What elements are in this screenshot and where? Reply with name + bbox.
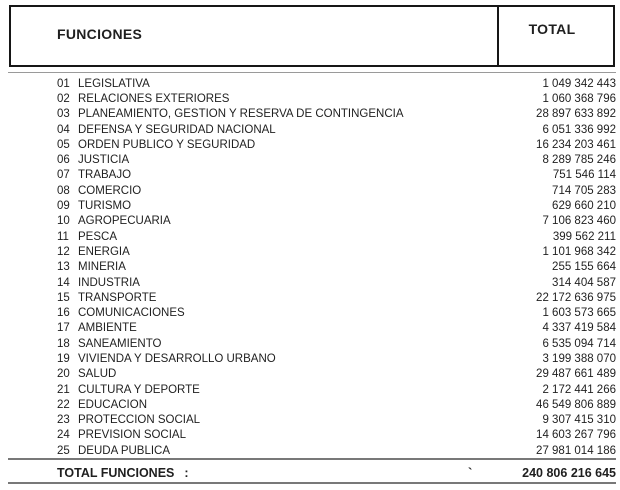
funciones-header-cell xyxy=(11,7,497,65)
function-label: PREVISION SOCIAL xyxy=(78,429,187,442)
function-amount: 3 199 388 070 xyxy=(542,352,616,365)
tick-mark: ` xyxy=(468,465,473,480)
function-code: 03 xyxy=(57,108,70,121)
function-code: 12 xyxy=(57,245,70,258)
function-code: 19 xyxy=(57,352,70,365)
function-label: INDUSTRIA xyxy=(78,276,140,289)
function-code: 21 xyxy=(57,383,70,396)
function-label: MINERIA xyxy=(78,261,126,274)
function-code: 23 xyxy=(57,414,70,427)
table-row xyxy=(0,443,620,458)
total-amount: 240 806 216 645 xyxy=(522,466,616,480)
function-label: COMUNICACIONES xyxy=(78,307,185,320)
function-code: 13 xyxy=(57,261,70,274)
function-code: 17 xyxy=(57,322,70,335)
table-row xyxy=(0,152,620,167)
function-amount: 399 562 211 xyxy=(552,230,616,243)
table-row xyxy=(0,229,620,244)
function-code: 04 xyxy=(57,123,70,136)
total-funciones-label: TOTAL FUNCIONES xyxy=(57,466,175,480)
table-row xyxy=(0,244,620,259)
table-row xyxy=(0,214,620,229)
total-header-label: TOTAL xyxy=(528,21,576,37)
function-code: 15 xyxy=(57,291,70,304)
total-colon: : xyxy=(184,466,189,480)
total-top-rule xyxy=(8,458,616,460)
function-label: PESCA xyxy=(78,230,117,243)
function-label: PLANEAMIENTO, GESTION Y RESERVA DE CONTINGENCIA xyxy=(78,108,404,121)
function-code: 08 xyxy=(57,184,70,197)
table-row xyxy=(0,91,620,106)
table-row xyxy=(0,367,620,382)
function-label: SANEAMIENTO xyxy=(78,337,162,350)
table-row xyxy=(0,168,620,183)
function-label: DEUDA PUBLICA xyxy=(78,444,171,457)
function-amount: 255 155 664 xyxy=(552,261,616,274)
funciones-header-label: FUNCIONES xyxy=(57,26,143,42)
table-row xyxy=(0,183,620,198)
function-code: 16 xyxy=(57,307,70,320)
table-row xyxy=(0,275,620,290)
function-label: VIVIENDA Y DESARROLLO URBANO xyxy=(78,352,276,365)
function-amount: 9 307 415 310 xyxy=(542,414,616,427)
function-amount: 29 487 661 489 xyxy=(536,368,616,381)
function-code: 07 xyxy=(57,169,70,182)
table-row xyxy=(0,122,620,137)
function-amount: 16 234 203 461 xyxy=(536,138,616,151)
function-amount: 714 705 283 xyxy=(552,184,616,197)
function-amount: 4 337 419 584 xyxy=(542,322,616,335)
function-amount: 22 172 636 975 xyxy=(536,291,616,304)
function-label: RELACIONES EXTERIORES xyxy=(78,92,230,105)
function-amount: 1 603 573 665 xyxy=(542,307,616,320)
function-code: 22 xyxy=(57,398,70,411)
function-amount: 28 897 633 892 xyxy=(536,108,616,121)
function-code: 02 xyxy=(57,92,70,105)
function-label: PROTECCION SOCIAL xyxy=(78,414,201,427)
table-row xyxy=(0,107,620,122)
total-bottom-rule xyxy=(8,482,616,484)
function-code: 20 xyxy=(57,368,70,381)
header-underline-rule xyxy=(8,72,616,73)
function-code: 10 xyxy=(57,215,70,228)
function-amount: 1 101 968 342 xyxy=(542,245,616,258)
function-label: SALUD xyxy=(78,368,117,381)
function-amount: 2 172 441 266 xyxy=(542,383,616,396)
function-amount: 751 546 114 xyxy=(552,169,616,182)
function-code: 14 xyxy=(57,276,70,289)
function-code: 25 xyxy=(57,444,70,457)
table-row xyxy=(0,305,620,320)
function-amount: 629 660 210 xyxy=(552,200,616,213)
function-label: JUSTICIA xyxy=(78,154,130,167)
function-amount: 8 289 785 246 xyxy=(542,154,616,167)
function-label: CULTURA Y DEPORTE xyxy=(78,383,200,396)
function-amount: 27 981 014 186 xyxy=(536,444,616,457)
table-row xyxy=(0,336,620,351)
function-code: 09 xyxy=(57,200,70,213)
function-label: ORDEN PUBLICO Y SEGURIDAD xyxy=(78,138,256,151)
function-code: 05 xyxy=(57,138,70,151)
total-header-cell xyxy=(499,7,613,65)
table-header xyxy=(9,5,615,67)
function-label: ENERGIA xyxy=(78,245,130,258)
function-label: AMBIENTE xyxy=(78,322,137,335)
total-row xyxy=(0,465,620,481)
function-label: AGROPECUARIA xyxy=(78,215,171,228)
function-label: COMERCIO xyxy=(78,184,142,197)
table-row xyxy=(0,260,620,275)
function-label: TRABAJO xyxy=(78,169,132,182)
table-row xyxy=(0,428,620,443)
function-amount: 314 404 587 xyxy=(552,276,616,289)
table-row xyxy=(0,382,620,397)
table-row xyxy=(0,198,620,213)
function-amount: 1 060 368 796 xyxy=(542,92,616,105)
function-code: 18 xyxy=(57,337,70,350)
function-label: DEFENSA Y SEGURIDAD NACIONAL xyxy=(78,123,276,136)
function-amount: 6 535 094 714 xyxy=(542,337,616,350)
function-code: 24 xyxy=(57,429,70,442)
function-amount: 7 106 823 460 xyxy=(542,215,616,228)
function-label: LEGISLATIVA xyxy=(78,77,150,90)
function-code: 06 xyxy=(57,154,70,167)
table-row xyxy=(0,76,620,91)
table-row xyxy=(0,137,620,152)
function-amount: 6 051 336 992 xyxy=(542,123,616,136)
table-row xyxy=(0,351,620,366)
function-amount: 1 049 342 443 xyxy=(542,77,616,90)
table-row xyxy=(0,413,620,428)
function-label: TURISMO xyxy=(78,200,132,213)
table-row xyxy=(0,397,620,412)
function-amount: 14 603 267 796 xyxy=(536,429,616,442)
function-code: 01 xyxy=(57,77,70,90)
function-label: EDUCACION xyxy=(78,398,148,411)
table-row xyxy=(0,290,620,305)
function-code: 11 xyxy=(57,230,69,243)
table-row xyxy=(0,321,620,336)
function-label: TRANSPORTE xyxy=(78,291,157,304)
function-amount: 46 549 806 889 xyxy=(536,398,616,411)
function-rows-list xyxy=(0,76,620,458)
